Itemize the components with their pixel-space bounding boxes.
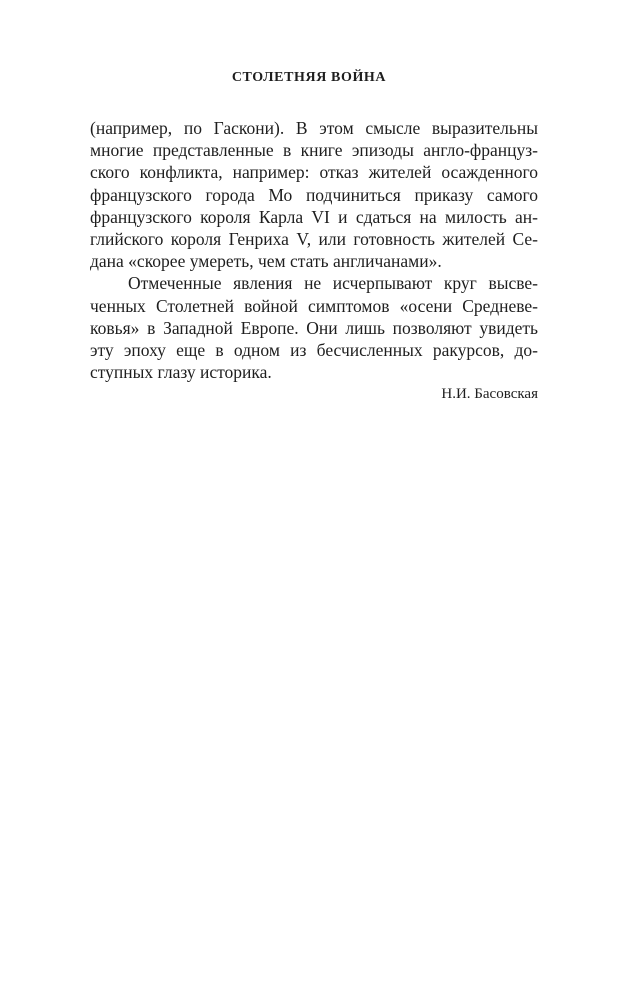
author-signature: Н.И. Басовская	[441, 386, 538, 403]
text-line: французского города Мо подчиниться приказу самого	[90, 184, 538, 205]
text-line: французского короля Карла VI и сдаться на милость ан-	[90, 206, 538, 227]
text-line: Отмеченные явления не исчерпывают круг высве-	[128, 273, 538, 294]
text-line: многие представленные в книге эпизоды англо-француз-	[90, 140, 538, 161]
text-line: глийского короля Генриха V, или готовность жителей Се-	[90, 228, 538, 249]
text-line: дана «скорее умереть, чем стать англичанами».	[90, 251, 442, 272]
body-text	[90, 117, 538, 405]
paragraph-2	[90, 272, 538, 383]
running-head: СТОЛЕТНЯЯ ВОЙНА	[231, 70, 387, 85]
text-line: (например, по Гаскони). В этом смысле выразительны	[90, 118, 538, 138]
text-line: ступных глазу историка.	[90, 362, 272, 383]
text-line: ского конфликта, например: отказ жителей осажденного	[90, 162, 538, 183]
text-line: ковья» в Западной Европе. Они лишь позволяют увидеть	[90, 317, 538, 338]
text-line: эту эпоху еще в одном из бесчисленных ракурсов, до-	[90, 339, 538, 360]
paragraph-1	[90, 117, 538, 272]
text-line: ченных Столетней войной симптомов «осени Средневе-	[90, 295, 538, 316]
